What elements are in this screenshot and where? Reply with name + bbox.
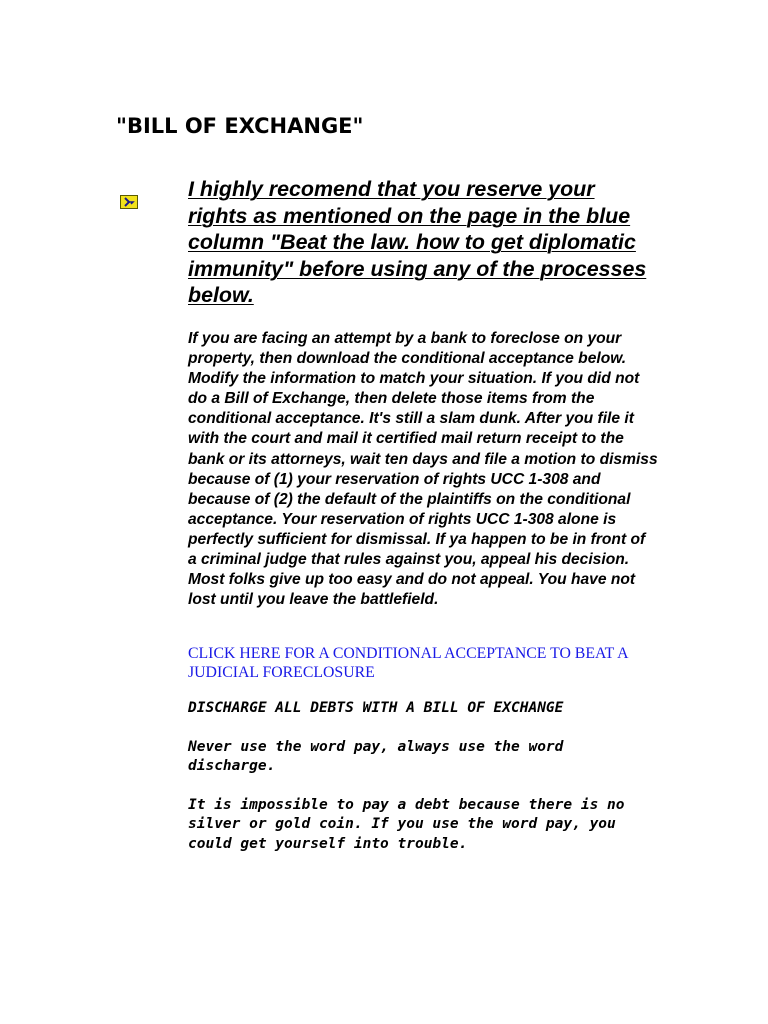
arrow-bullet-icon [120,195,138,209]
main-content [188,176,658,854]
conditional-acceptance-link[interactable]: CLICK HERE FOR A CONDITIONAL ACCEPTANCE TO BEAT A JUDICIAL FORECLOSURE [188,645,628,681]
discharge-paragraph: Never use the word pay, always use the word discharge. [188,738,564,775]
silver-gold-paragraph: It is impossible to pay a debt because there is no silver or gold coin. If you use the word pay, you could get yourself into trouble. [188,796,625,852]
discharge-heading: DISCHARGE ALL DEBTS WITH A BILL OF EXCHANGE [188,700,564,717]
headline-notice: I highly recomend that you reserve your rights as mentioned on the page in the blue column "Beat the law. how to get diplomatic immunity" before using any of the processes below. [188,177,647,308]
page-title: "BILL OF EXCHANGE" [116,114,364,138]
foreclosure-paragraph: If you are facing an attempt by a bank to foreclose on your property, then download the conditional acceptance below. Modify the information to match your situation. If you did not do a Bill of Exchange, then delete those items from the conditional acceptance. It's still a slam dunk. After you file it with the court and mail it certified mail return receipt to the bank or its attorneys, wait ten days and file a motion to dismiss because of (1) your reservation of rights UCC 1-308 and because of (2) the default of the plaintiffs on the conditional acceptance. Your reservation of rights UCC 1-308 alone is perfectly sufficient for dismissal. If ya happen to be in front of a criminal judge that rules against you, appeal his decision. Most folks give up too easy and do not appeal. You have not lost until you leave the battlefield. [188,329,658,609]
